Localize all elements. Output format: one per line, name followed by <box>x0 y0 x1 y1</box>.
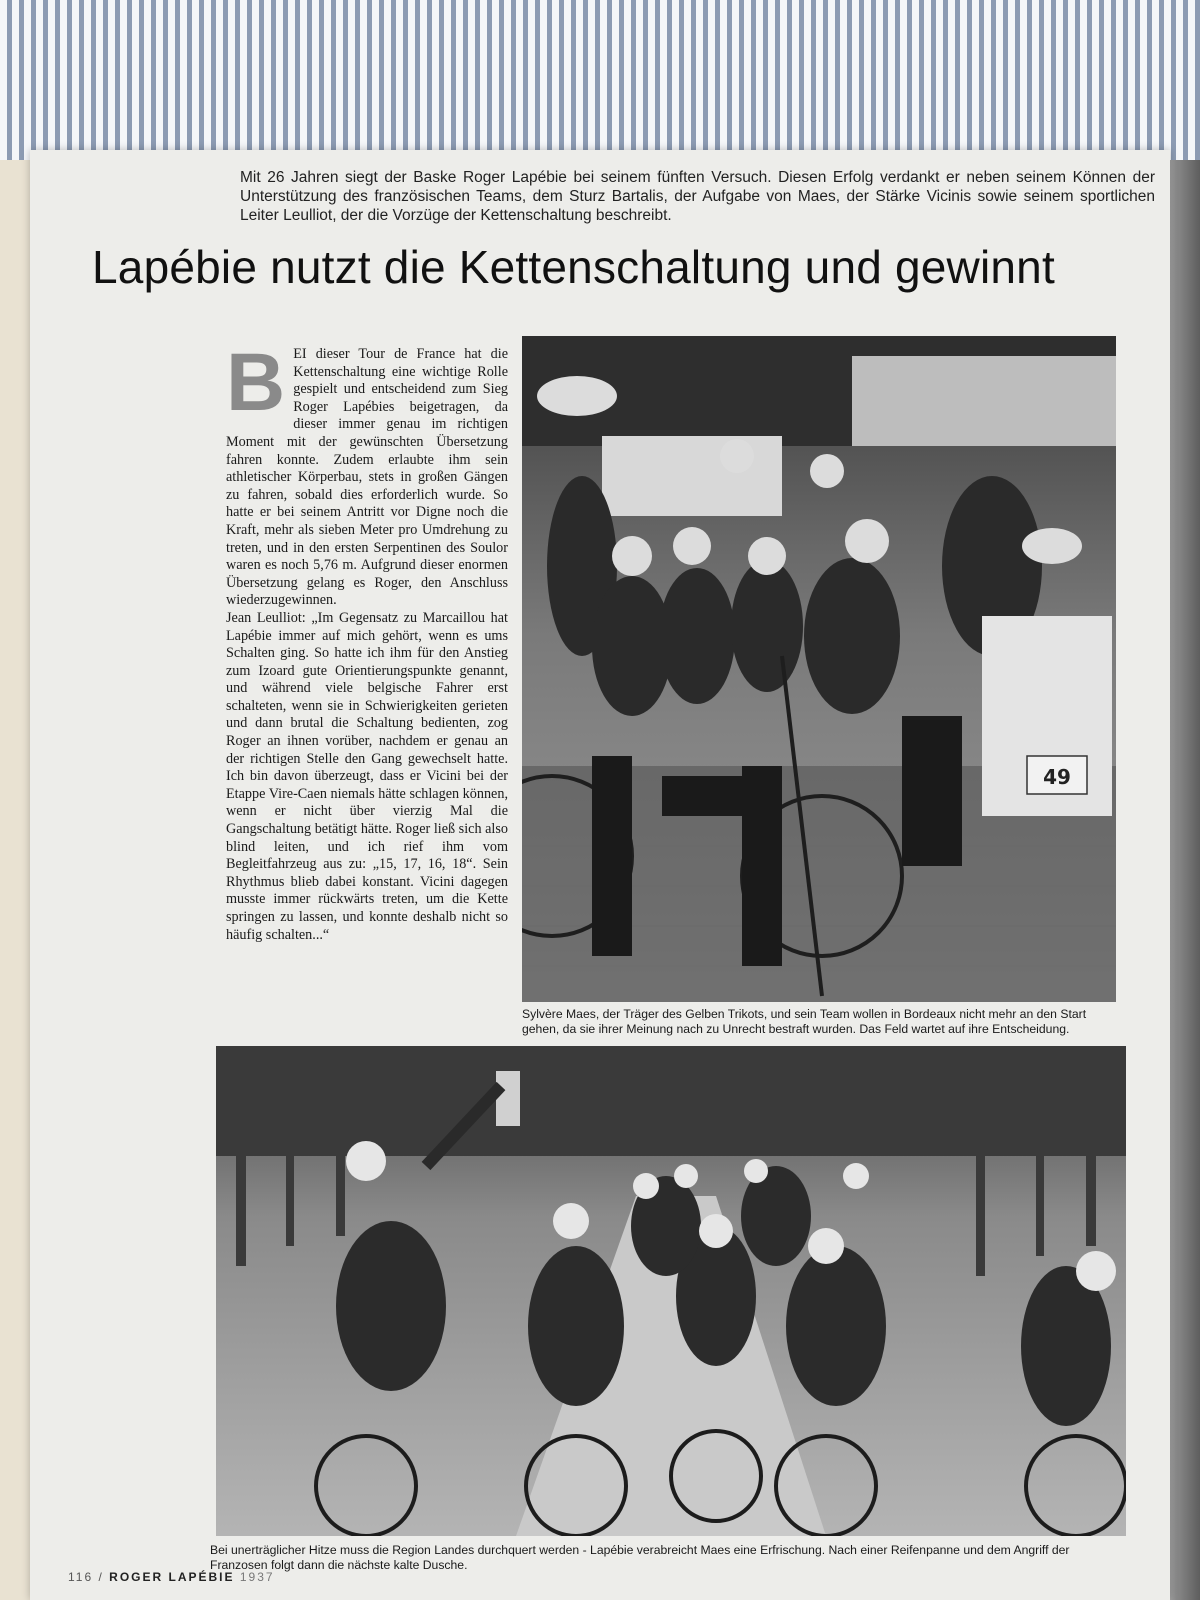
headline: Lapébie nutzt die Kettenschaltung und gewinnt <box>92 241 1055 293</box>
paragraph-2: Jean Leulliot: „Im Gegensatz zu Marcaillou hat Lapébie immer auf mich gehört, wenn es ums Schalten ging. So hatte ich ihm für den Anstieg zum Izoard gute Orientierungspunkte genannt, und während viele belgische Fahrer erst schalteten, wenn sie in Schwierigkeiten gerieten und dann brutal die Schaltung bedienten, zog Roger an ihnen vorüber, nachdem er genau an der richtigen Stelle den Gang gewechselt hatte. Ich bin davon überzeugt, dass er Vicini bei der Etappe Vire-Caen niemals hätte schlagen können, wenn er nicht über vierzig Mal die Gangschaltung betätigt hätte. Roger ließ sich also blind leiten, und ich rief ihm vom Begleitfahrzeug aus zu: „15, 17, 16, 18“. Sein Rhythmus blieb dabei konstant. Vicini dagegen musste immer rückwärts treten, um die Kette springen zu lassen, und konnte deshalb nicht so häufig schalten...“ <box>226 609 508 943</box>
photo-caption-1: Sylvère Maes, der Träger des Gelben Trikots, und sein Team wollen in Bordeaux nicht mehr an den Start gehen, da sie ihrer Meinung nach zu Unrecht bestraft wurden. Das Feld wartet auf ihre Entscheidung. <box>522 1007 1087 1036</box>
page-number: 116 / <box>68 1570 104 1584</box>
magazine-page <box>30 150 1170 1600</box>
footer-name: ROGER LAPÉBIE <box>109 1570 235 1584</box>
photo-caption-2: Bei unerträglicher Hitze muss die Region Landes durchquert werden - Lapébie verabreicht Maes eine Erfrischung. Nach einer Reifenpanne und dem Angriff der Franzosen folgt dann die nächste kalte Dusche. <box>210 1543 1070 1572</box>
photo-riders-waiting <box>522 336 1116 1002</box>
footer-year: 1937 <box>239 1570 275 1584</box>
article-body <box>226 337 508 944</box>
dropcap: B <box>226 337 286 428</box>
bib-number: 49 <box>1043 765 1071 789</box>
intro-text: Mit 26 Jahren siegt der Baske Roger Lapébie bei seinem fünften Versuch. Diesen Erfolg verdankt er neben seinem Können der Unterstützung des französischen Teams, dem Sturz Bartalis, der Aufgabe von Maes, der Stärke Vicinis sowie seinem sportlichen Leiter Leulliot, der die Vorzüge der Kettenschaltung beschreibt. <box>240 169 1155 224</box>
photo-peloton-refreshment <box>216 1046 1126 1536</box>
paragraph-1: EI dieser Tour de France hat die Kettenschaltung eine wichtige Rolle gespielt und entscheidend zum Sieg Roger Lapébies beigetragen, da dieser immer genau im richtigen Moment mit der gewünschten Übersetzung fahren konnte. Zudem erlaubte ihm sein athletischer Körperbau, stets in großen Gängen zu fahren, sobald dies erforderlich wurde. So hatte er bei seinem Antritt vor Digne noch die Kraft, mehr als sieben Meter pro Umdrehung zu treten, und in den ersten Serpentinen des Soulor waren es noch 5,76 m. Aufgrund dieser enormen Übersetzung gelang es Roger, den Anschluss wiederzugewinnen. <box>226 346 508 609</box>
page-footer <box>68 1570 275 1584</box>
